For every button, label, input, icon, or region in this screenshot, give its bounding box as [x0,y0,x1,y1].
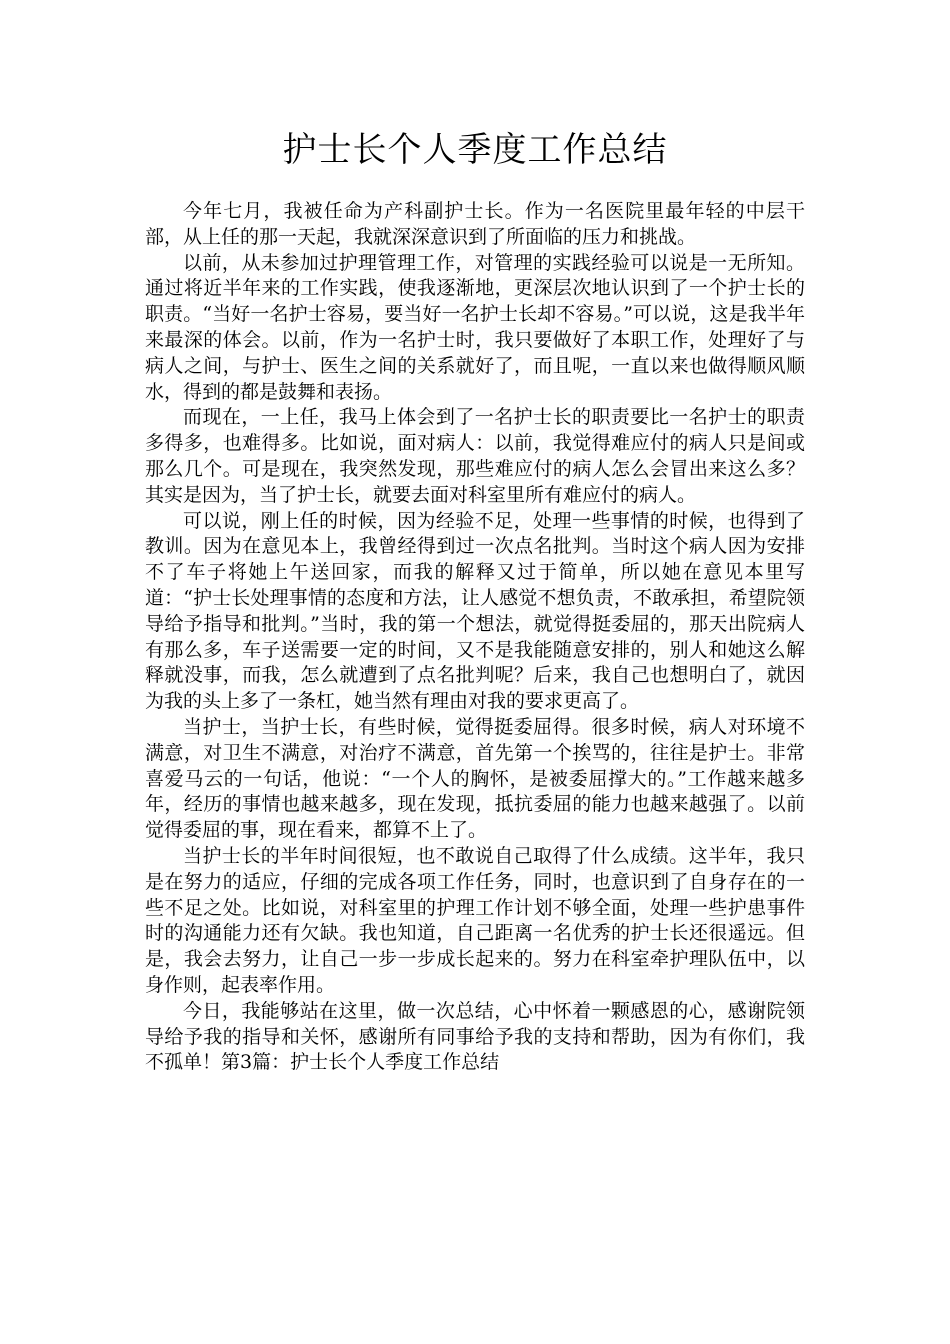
paragraph: 可以说，刚上任的时候，因为经验不足，处理一些事情的时候，也得到了教训。因为在意见本上，我曾经得到过一次点名批判。当时这个病人因为安排不了车子将她上午送回家，而我的解释又过于简单，所以她在意见本里写道：“护士长处理事情的态度和方法，让人感觉不想负责，不敢承担，希望院领导给予指导和批判。”当时，我的第一个想法，就觉得挺委屈的，那天出院病人有那么多，车子送需要一定的时间，又不是我能随意安排的，别人和她这么解释就没事，而我，怎么就遭到了点名批判呢？后来，我自己也想明白了，就因为我的头上多了一条杠，她当然有理由对我的要求更高了。 [145,509,805,713]
paragraph: 以前，从未参加过护理管理工作，对管理的实践经验可以说是一无所知。通过将近半年来的工作实践，使我逐渐地，更深层次地认识到了一个护士长的职责。“当好一名护士容易，要当好一名护士长却不容易。”可以说，这是我半年来最深的体会。以前，作为一名护士时，我只要做好了本职工作，处理好了与病人之间，与护士、医生之间的关系就好了，而且呢，一直以来也做得顺风顺水，得到的都是鼓舞和表扬。 [145,251,805,403]
paragraph: 今年七月，我被任命为产科副护士长。作为一名医院里最年轻的中层干部，从上任的那一天起，我就深深意识到了所面临的压力和挑战。 [145,200,805,248]
paragraph: 当护士，当护士长，有些时候，觉得挺委屈得。很多时候，病人对环境不满意，对卫生不满意，对治疗不满意，首先第一个挨骂的，往往是护士。非常喜爱马云的一句话，他说：“一个人的胸怀，是被委屈撑大的。”工作越来越多年，经历的事情也越来越多，现在发现，抵抗委屈的能力也越来越强了。以前觉得委屈的事，现在看来，都算不上了。 [145,715,805,842]
document-title: 护士长个人季度工作总结 [282,130,668,170]
document-body [145,199,805,1076]
paragraph: 当护士长的半年时间很短，也不敢说自己取得了什么成绩。这半年，我只是在努力的适应，仔细的完成各项工作任务，同时，也意识到了自身存在的一些不足之处。比如说，对科室里的护理工作计划不够全面，处理一些护患事件时的沟通能力还有欠缺。我也知道，自己距离一名优秀的护士长还很遥远。但是，我会去努力，让自己一步一步成长起来的。努力在科室牵护理队伍中，以身作则，起表率作用。 [145,844,805,996]
paragraph: 今日，我能够站在这里，做一次总结，心中怀着一颗感恩的心，感谢院领导给予我的指导和关怀，感谢所有同事给予我的支持和帮助，因为有你们，我不孤单！第3篇：护士长个人季度工作总结 [145,999,805,1074]
paragraph: 而现在，一上任，我马上体会到了一名护士长的职责要比一名护士的职责多得多，也难得多。比如说，面对病人：以前，我觉得难应付的病人只是间或那么几个。可是现在，我突然发现，那些难应付的病人怎么会冒出来这么多？其实是因为，当了护士长，就要去面对科室里所有难应付的病人。 [145,406,805,506]
